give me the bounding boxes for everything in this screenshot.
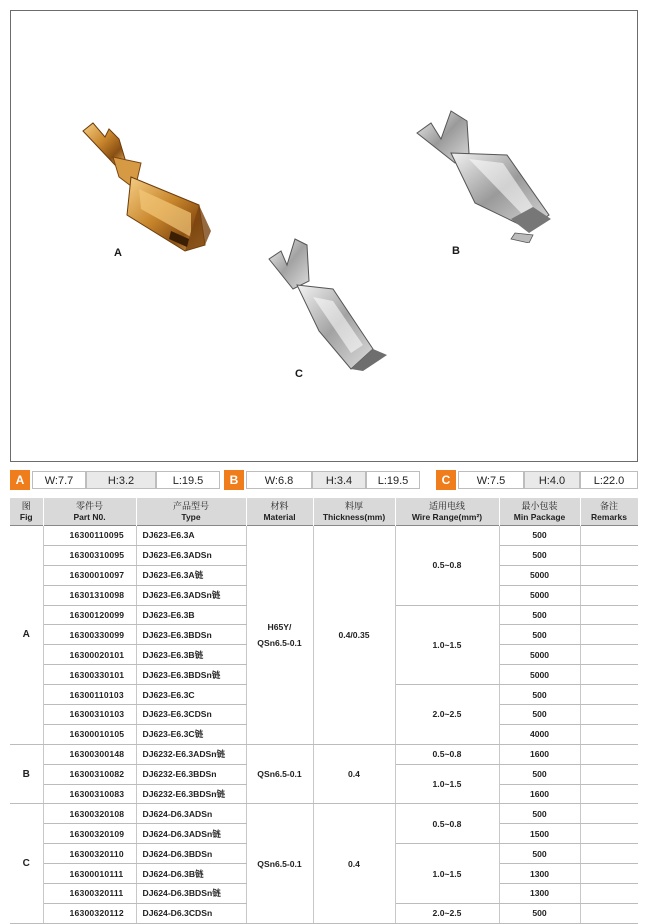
package-cell: 500	[499, 625, 580, 645]
fig-cell-a: A	[10, 526, 43, 745]
dim-letter-c: C	[436, 470, 456, 490]
fig-cell-c: C	[10, 804, 43, 923]
dim-width-a: W:7.7	[32, 471, 86, 489]
remarks-cell	[580, 804, 638, 824]
package-cell: 5000	[499, 565, 580, 585]
remarks-cell	[580, 565, 638, 585]
remarks-cell	[580, 903, 638, 923]
package-cell: 1300	[499, 864, 580, 884]
part-number: 16300110095	[43, 526, 136, 546]
header-material: 材料 Material	[246, 498, 313, 526]
remarks-cell	[580, 526, 638, 546]
remarks-cell	[580, 665, 638, 685]
dim-height-a: H:3.2	[86, 471, 156, 489]
type-cell: DJ623-E6.3BDSn链	[136, 665, 246, 685]
dim-height-b: H:3.4	[312, 471, 366, 489]
type-cell: DJ624-D6.3BDSn链	[136, 884, 246, 904]
wire-range-cell: 1.0~1.5	[395, 605, 499, 685]
type-cell: DJ623-E6.3BDSn	[136, 625, 246, 645]
remarks-cell	[580, 784, 638, 804]
package-cell: 500	[499, 526, 580, 546]
thickness-cell-a: 0.4/0.35	[313, 526, 395, 745]
package-cell: 5000	[499, 645, 580, 665]
part-number: 16300310083	[43, 784, 136, 804]
package-cell: 500	[499, 545, 580, 565]
part-number: 16300020101	[43, 645, 136, 665]
type-cell: DJ624-D6.3B链	[136, 864, 246, 884]
remarks-cell	[580, 824, 638, 844]
part-number: 16300320108	[43, 804, 136, 824]
package-cell: 5000	[499, 665, 580, 685]
thickness-cell-c: 0.4	[313, 804, 395, 923]
package-cell: 1500	[499, 824, 580, 844]
type-cell: DJ6232-E6.3BDSn链	[136, 784, 246, 804]
remarks-cell	[580, 764, 638, 784]
table-header-row	[10, 498, 638, 526]
product-photo-frame	[10, 10, 638, 462]
material-cell-a: H65Y/ QSn6.5-0.1	[246, 526, 313, 745]
package-cell: 500	[499, 764, 580, 784]
remarks-cell	[580, 884, 638, 904]
type-cell: DJ624-D6.3ADSn链	[136, 824, 246, 844]
remarks-cell	[580, 864, 638, 884]
remarks-cell	[580, 585, 638, 605]
dim-letter-b: B	[224, 470, 244, 490]
package-cell: 1300	[499, 884, 580, 904]
package-cell: 500	[499, 605, 580, 625]
header-type: 产品型号 Type	[136, 498, 246, 526]
type-cell: DJ623-E6.3C	[136, 685, 246, 705]
part-number: 16300010105	[43, 724, 136, 744]
package-cell: 4000	[499, 724, 580, 744]
package-cell: 500	[499, 685, 580, 705]
material-cell-c: QSn6.5-0.1	[246, 804, 313, 923]
part-number: 16300120099	[43, 605, 136, 625]
header-thickness: 料厚 Thickness(mm)	[313, 498, 395, 526]
figure-a-label: A	[114, 247, 122, 259]
dim-length-c: L:22.0	[580, 471, 638, 489]
type-cell: DJ623-E6.3B链	[136, 645, 246, 665]
thickness-cell-b: 0.4	[313, 744, 395, 804]
part-number: 16300110103	[43, 685, 136, 705]
type-cell: DJ624-D6.3CDSn	[136, 903, 246, 923]
package-cell: 5000	[499, 585, 580, 605]
header-min-package: 最小包装 Min Package	[499, 498, 580, 526]
type-cell: DJ623-E6.3ADSn	[136, 545, 246, 565]
dimension-strip-b	[224, 470, 420, 490]
part-number: 16300010111	[43, 864, 136, 884]
type-cell: DJ623-E6.3C链	[136, 724, 246, 744]
part-number: 16300310103	[43, 705, 136, 725]
remarks-cell	[580, 545, 638, 565]
part-number: 16300320109	[43, 824, 136, 844]
package-cell: 500	[499, 903, 580, 923]
type-cell: DJ624-D6.3ADSn	[136, 804, 246, 824]
terminal-a-image	[79, 119, 229, 259]
wire-range-cell: 0.5~0.8	[395, 526, 499, 606]
header-part-no: 零件号 Part N0.	[43, 498, 136, 526]
dimension-strip-c	[436, 470, 638, 490]
part-number: 16300330101	[43, 665, 136, 685]
specification-table	[10, 498, 639, 924]
type-cell: DJ624-D6.3BDSn	[136, 844, 246, 864]
type-cell: DJ6232-E6.3ADSn链	[136, 744, 246, 764]
material-cell-b: QSn6.5-0.1	[246, 744, 313, 804]
part-number: 16300320110	[43, 844, 136, 864]
dim-width-b: W:6.8	[246, 471, 312, 489]
package-cell: 1600	[499, 744, 580, 764]
header-remarks: 备注 Remarks	[580, 498, 638, 526]
remarks-cell	[580, 645, 638, 665]
dim-width-c: W:7.5	[458, 471, 524, 489]
dim-height-c: H:4.0	[524, 471, 580, 489]
package-cell: 500	[499, 705, 580, 725]
figure-b-label: B	[452, 245, 460, 257]
remarks-cell	[580, 625, 638, 645]
header-wire-range: 适用电线 Wire Range(mm²)	[395, 498, 499, 526]
package-cell: 1600	[499, 784, 580, 804]
table-row	[10, 744, 638, 764]
terminal-c-image	[263, 237, 393, 373]
table-row	[10, 526, 638, 546]
wire-range-cell: 2.0~2.5	[395, 903, 499, 923]
wire-range-cell: 2.0~2.5	[395, 685, 499, 745]
type-cell: DJ623-E6.3A链	[136, 565, 246, 585]
wire-range-cell: 1.0~1.5	[395, 844, 499, 904]
remarks-cell	[580, 724, 638, 744]
part-number: 16300010097	[43, 565, 136, 585]
part-number: 16300320112	[43, 903, 136, 923]
dimension-strip-a	[10, 470, 210, 490]
remarks-cell	[580, 744, 638, 764]
package-cell: 500	[499, 804, 580, 824]
part-number: 16300320111	[43, 884, 136, 904]
wire-range-cell: 1.0~1.5	[395, 764, 499, 804]
type-cell: DJ623-E6.3B	[136, 605, 246, 625]
remarks-cell	[580, 705, 638, 725]
wire-range-cell: 0.5~0.8	[395, 744, 499, 764]
figure-c-label: C	[295, 368, 303, 380]
part-number: 16300310082	[43, 764, 136, 784]
remarks-cell	[580, 685, 638, 705]
table-row	[10, 804, 638, 824]
wire-range-cell: 0.5~0.8	[395, 804, 499, 844]
terminal-b-image	[411, 103, 561, 243]
package-cell: 500	[499, 844, 580, 864]
dim-length-b: L:19.5	[366, 471, 420, 489]
fig-cell-b: B	[10, 744, 43, 804]
remarks-cell	[580, 605, 638, 625]
type-cell: DJ623-E6.3ADSn链	[136, 585, 246, 605]
type-cell: DJ6232-E6.3BDSn	[136, 764, 246, 784]
part-number: 16300300148	[43, 744, 136, 764]
dim-letter-a: A	[10, 470, 30, 490]
remarks-cell	[580, 844, 638, 864]
part-number: 16300330099	[43, 625, 136, 645]
type-cell: DJ623-E6.3A	[136, 526, 246, 546]
header-fig: 图 Fig	[10, 498, 43, 526]
type-cell: DJ623-E6.3CDSn	[136, 705, 246, 725]
dim-length-a: L:19.5	[156, 471, 220, 489]
part-number: 16301310098	[43, 585, 136, 605]
part-number: 16300310095	[43, 545, 136, 565]
